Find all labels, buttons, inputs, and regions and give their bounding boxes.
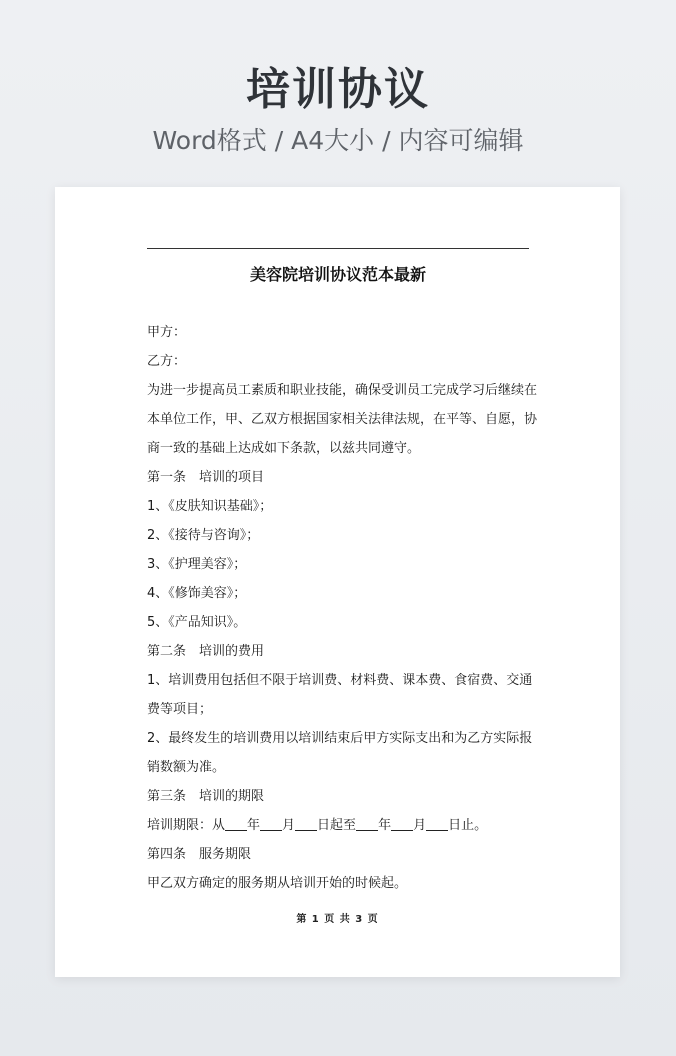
banner [0, 60, 676, 158]
article-title: 服务期限 [199, 847, 252, 862]
article-number: 第二条 [147, 644, 187, 659]
fee-line: 费等项目； [147, 702, 213, 717]
fill-blank [391, 817, 413, 831]
header-rule [147, 248, 529, 249]
list-item: 4、《修饰美容》； [147, 586, 247, 601]
period-month: 月 [282, 818, 296, 833]
document-body [147, 318, 538, 898]
training-period-line [147, 811, 529, 840]
fee-line: 销数额为准。 [147, 760, 226, 775]
article-title: 培训的期限 [199, 789, 265, 804]
article-title: 培训的费用 [199, 644, 265, 659]
article-4-heading [147, 840, 529, 869]
list-item: 3、《护理美容》； [147, 557, 247, 572]
document-page [55, 187, 620, 977]
period-label: 培训期限：从 [147, 818, 226, 833]
period-year: 年 [247, 818, 261, 833]
article-1-heading [147, 463, 529, 492]
party-b-line: 乙方： [147, 354, 187, 369]
list-item: 2、《接待与咨询》； [147, 528, 260, 543]
party-a-line: 甲方： [147, 325, 187, 340]
period-day: 日起至 [317, 818, 357, 833]
banner-title: 培训协议 [246, 64, 430, 115]
list-item: 5、《产品知识》。 [147, 615, 247, 630]
article-number: 第一条 [147, 470, 187, 485]
article-2-heading [147, 637, 529, 666]
intro-line: 商一致的基础上达成如下条款，以兹共同遵守。 [147, 441, 421, 456]
period-day: 日止。 [448, 818, 488, 833]
document-title: 美容院培训协议范本最新 [249, 265, 426, 284]
period-year: 年 [378, 818, 392, 833]
fill-blank [260, 817, 282, 831]
article-number: 第三条 [147, 789, 187, 804]
intro-line: 为进一步提高员工素质和职业技能，确保受训员工完成学习后继续在 [147, 383, 538, 398]
page-footer: 第 1 页 共 3 页 [296, 914, 379, 925]
service-line: 甲乙双方确定的服务期从培训开始的时候起。 [147, 876, 408, 891]
fill-blank [225, 817, 247, 831]
fill-blank [295, 817, 317, 831]
period-month: 月 [413, 818, 427, 833]
fee-line: 2、最终发生的培训费用以培训结束后甲方实际支出和为乙方实际报 [147, 731, 533, 746]
intro-line: 本单位工作，甲、乙双方根据国家相关法律法规，在平等、自愿，协 [147, 412, 538, 427]
fee-line: 1、培训费用包括但不限于培训费、材料费、课本费、食宿费、交通 [147, 673, 533, 688]
article-title: 培训的项目 [199, 470, 265, 485]
fill-blank [356, 817, 378, 831]
article-number: 第四条 [147, 847, 187, 862]
fill-blank [426, 817, 448, 831]
article-3-heading [147, 782, 529, 811]
banner-subtitle: Word格式 / A4大小 / 内容可编辑 [152, 126, 524, 155]
list-item: 1、《皮肤知识基础》； [147, 499, 273, 514]
